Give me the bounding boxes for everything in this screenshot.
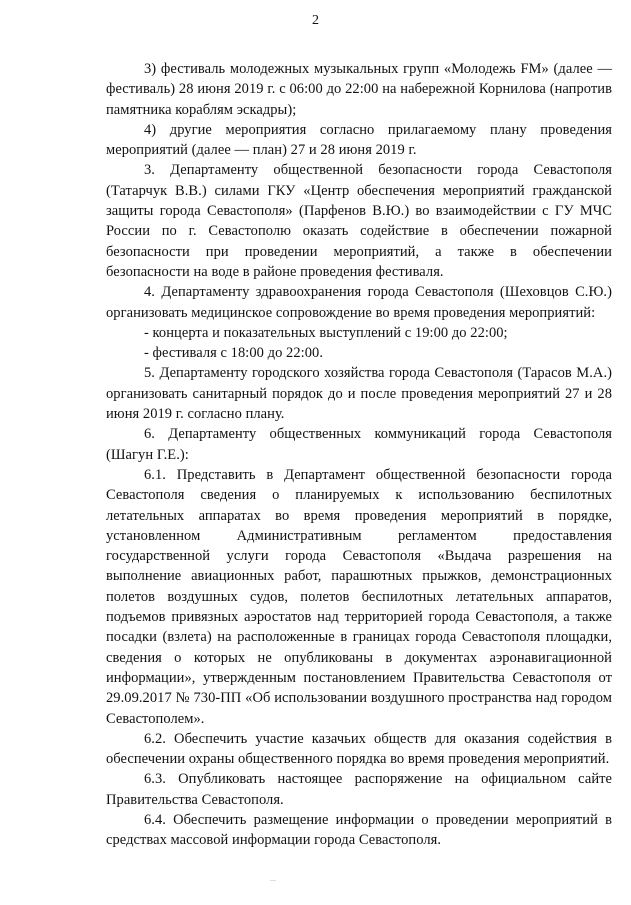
paragraph-item-6-1: 6.1. Представить в Департамент общественной безопасности города Севастополя сведения о планируемых к использованию беспилотных летательных аппаратах во время проведения мероприятий в порядке, установленном Административным регламентом предоставления государственной услуги города Севастополя «Выдача разрешения на выполнение авиационных работ, парашютных прыжков, демонстрационных полетов воздушных судов, полетов беспилотных летательных аппаратов, подъемов привязных аэростатов над территорией города Севастополя, а также посадки (взлета) на расположенные в границах города Севастополя площадки, сведения о которых не опубликованы в документах аэронавигационной информации», утвержденным постановлением Правительства Севастополя от 29.09.2017 № 730-ПП «Об использовании воздушного пространства над городом Севастополем».: [106, 466, 612, 727]
scan-artifact: [270, 880, 276, 881]
paragraph-item-6-2: 6.2. Обеспечить участие казачьих обществ для оказания содействия в обеспечении охраны общественного порядка во время проведения мероприятий.: [106, 730, 612, 768]
paragraph-item-4: 4. Департаменту здравоохранения города Севастополя (Шеховцов С.Ю.) организовать медицинское сопровождение во время проведения мероприятий:: [106, 284, 612, 321]
paragraph-other-events: 4) другие мероприятия согласно прилагаемому плану проведения мероприятий (далее — план) 27 и 28 июня 2019 г.: [106, 121, 612, 159]
list-item-concert: - концерта и показательных выступлений с 19:00 до 22:00;: [144, 324, 508, 341]
paragraph-item-3: 3. Департаменту общественной безопасности города Севастополя (Татарчук В.В.) силами ГКУ «Центр обеспечения мероприятий гражданской защиты города Севастополя» (Парфенов В.Ю.) во взаимодействии с ГУ МЧС России по г. Севастополю оказать содействие в обеспечении пожарной безопасности при проведении мероприятий, а также в обеспечении безопасности на воде в районе проведения фестиваля.: [106, 162, 612, 280]
paragraph-item-6-4: 6.4. Обеспечить размещение информации о проведении мероприятий в средствах массовой информации города Севастополя.: [106, 811, 612, 849]
page-number: 2: [312, 13, 319, 28]
paragraph-item-6-3: 6.3. Опубликовать настоящее распоряжение на официальном сайте Правительства Севастополя.: [106, 771, 612, 808]
paragraph-festival: 3) фестиваль молодежных музыкальных групп «Молодежь FM» (далее — фестиваль) 28 июня 2019 г. с 06:00 до 22:00 на набережной Корнилова (напротив памятника кораблям эскадры);: [106, 61, 612, 118]
paragraph-item-5: 5. Департаменту городского хозяйства города Севастополя (Тарасов М.А.) организовать санитарный порядок до и после проведения мероприятий 27 и 28 июня 2019 г. согласно плану.: [106, 365, 612, 423]
document-body: [106, 59, 612, 851]
list-item-festival: - фестиваля с 18:00 до 22:00.: [144, 345, 323, 362]
paragraph-item-6: 6. Департаменту общественных коммуникаций города Севастополя (Шагун Г.Е.):: [106, 426, 612, 463]
